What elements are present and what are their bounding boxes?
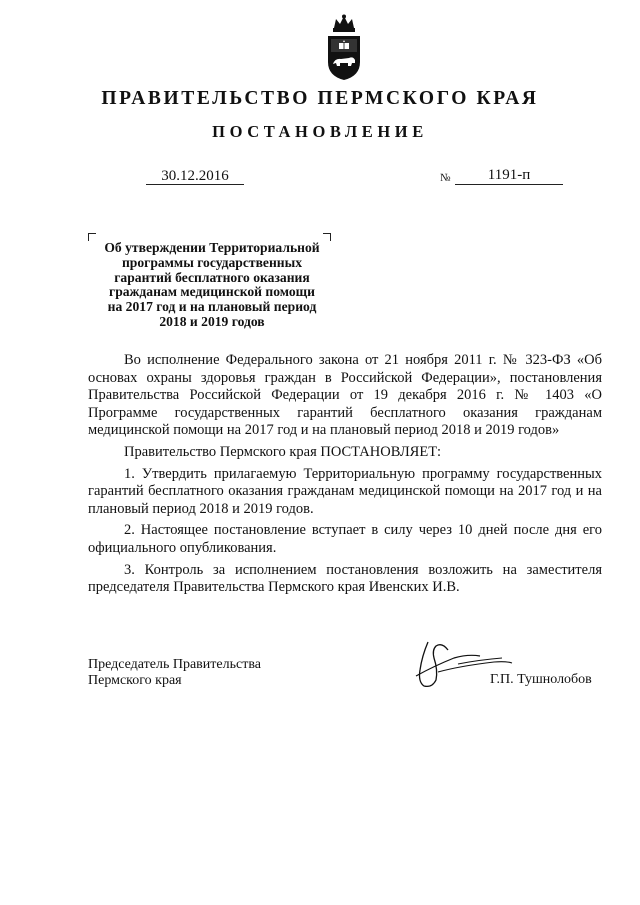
subject-corner-left [88,233,96,241]
government-title: ПРАВИТЕЛЬСТВО ПЕРМСКОГО КРАЯ [101,88,539,109]
body-paragraph-item-3: 3. Контроль за исполнением постановления возложить на заместителя председателя Правительства Пермского края Ивенских И.В. [88,561,602,596]
date-underline [146,184,244,185]
signatory-title [88,657,261,689]
signatory-title-line: Председатель Правительства [88,657,261,672]
subject-corner-right [323,233,331,241]
subject-line: гарантий бесплатного оказания [114,269,310,285]
number-underline [455,184,563,185]
coat-of-arms-emblem [322,14,366,82]
document-number: 1191-п [487,167,531,183]
subject-line: программы государственных [121,254,303,270]
subject-line: 2018 и 2019 годов [159,313,265,329]
body-paragraph-preamble: Во исполнение Федерального закона от 21 ноября 2011 г. № 323-ФЗ «Об основах охраны здоровья граждан в Российской Федерации», постановления Правительства Российской Федерации от 19 декабря 2016 г. № 1403 «О Программе государственных гарантий бесплатного оказания гражданам медицинской помощи на 2017 год и на плановый период 2018 и 2019 годов» [88,352,602,439]
body-paragraph-item-1: 1. Утвердить прилагаемую Территориальную программу государственных гарантий бесплатного оказания гражданам медицинской помощи на 2017 год и на плановый период 2018 и 2019 годов. [88,465,602,517]
document-subject [92,241,332,330]
subject-line: Об утверждении Территориальной [104,240,320,255]
document-body [88,352,602,601]
body-paragraph-item-2: 2. Настоящее постановление вступает в силу через 10 дней после дня его официального опубликования. [88,522,602,556]
signatory-name: Г.П. Тушнолобов [490,672,592,687]
body-paragraph-resolves: Правительство Пермского края ПОСТАНОВЛЯЕТ: [124,443,442,460]
subject-line: на 2017 год и на плановый период [107,299,317,315]
signatory-title-line: Пермского края [88,673,182,688]
document-type: ПОСТАНОВЛЕНИЕ [212,122,428,141]
subject-line: гражданам медицинской помощи [109,284,315,300]
document-date: 30.12.2016 [161,168,229,184]
number-sign: № [440,172,451,184]
